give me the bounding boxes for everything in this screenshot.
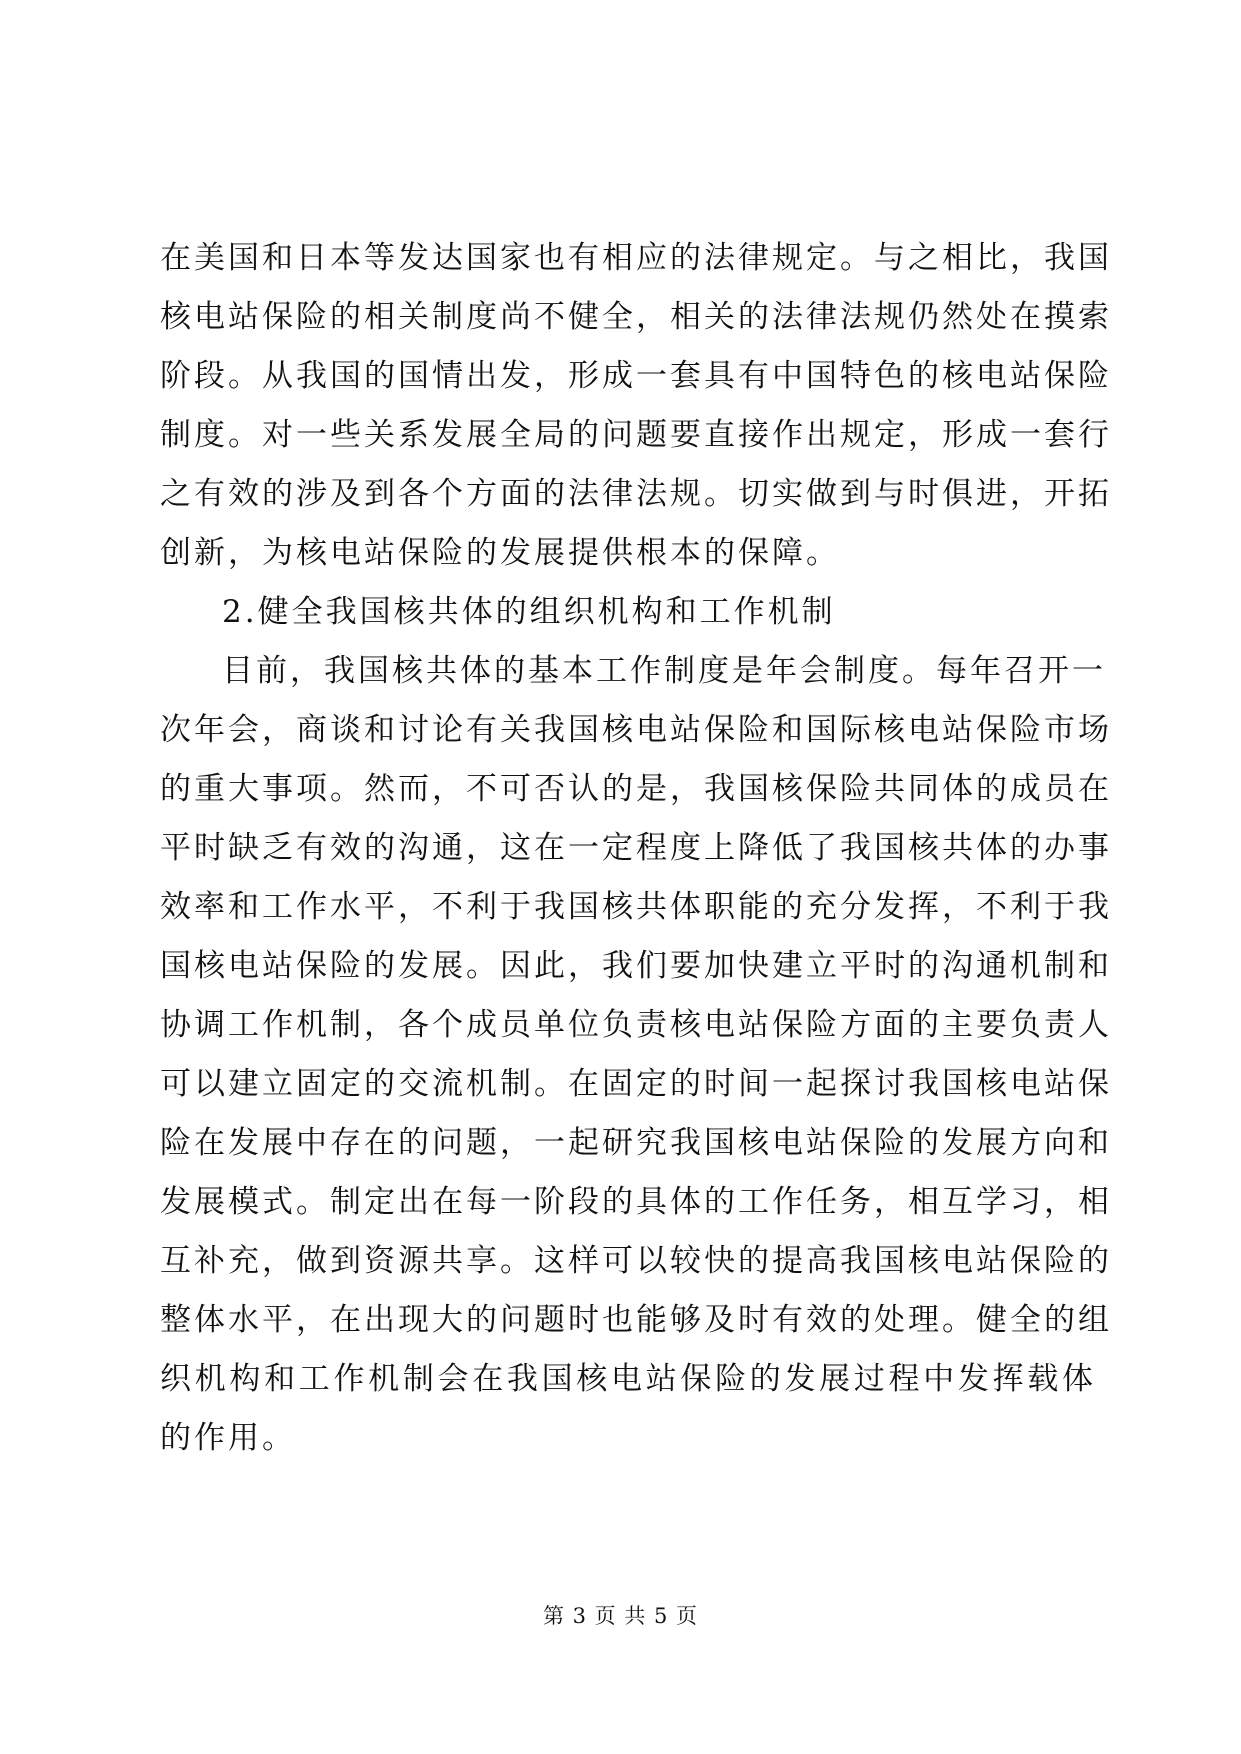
section-heading: 2.健全我国核共体的组织机构和工作机制 [222, 594, 836, 630]
text-line: 阶段。从我国的国情出发，形成一套具有中国特色的核电站保险 [160, 358, 1112, 394]
text-line: 之有效的涉及到各个方面的法律法规。切实做到与时俱进，开拓 [160, 476, 1112, 512]
document-body [160, 229, 1112, 1468]
text-line: 的作用。 [160, 1420, 296, 1456]
page-number-footer: 第 3 页 共 5 页 [542, 1604, 699, 1628]
text-line: 协调工作机制，各个成员单位负责核电站保险方面的主要负责人 [160, 1007, 1112, 1043]
text-line: 创新，为核电站保险的发展提供根本的保障。 [160, 535, 840, 571]
text-line: 可以建立固定的交流机制。在固定的时间一起探讨我国核电站保 [160, 1066, 1112, 1102]
text-line: 平时缺乏有效的沟通，这在一定程度上降低了我国核共体的办事 [160, 830, 1112, 866]
paragraph-organization-mechanism [160, 642, 1112, 1468]
text-line: 织机构和工作机制会在我国核电站保险的发展过程中发挥载体 [160, 1361, 1096, 1397]
text-line: 次年会，商谈和讨论有关我国核电站保险和国际核电站保险市场 [160, 712, 1112, 748]
text-line: 险在发展中存在的问题，一起研究我国核电站保险的发展方向和 [160, 1125, 1112, 1161]
text-line: 核电站保险的相关制度尚不健全，相关的法律法规仍然处在摸索 [160, 299, 1112, 335]
text-line: 效率和工作水平，不利于我国核共体职能的充分发挥，不利于我 [160, 889, 1112, 925]
text-line: 整体水平，在出现大的问题时也能够及时有效的处理。健全的组 [160, 1302, 1112, 1338]
text-line: 制度。对一些关系发展全局的问题要直接作出规定，形成一套行 [160, 417, 1112, 453]
text-line: 发展模式。制定出在每一阶段的具体的工作任务，相互学习，相 [160, 1184, 1112, 1220]
text-line: 互补充，做到资源共享。这样可以较快的提高我国核电站保险的 [160, 1243, 1112, 1279]
text-line: 目前，我国核共体的基本工作制度是年会制度。每年召开一 [222, 653, 1106, 689]
text-line: 国核电站保险的发展。因此，我们要加快建立平时的沟通机制和 [160, 948, 1112, 984]
paragraph-legal-framework [160, 229, 1112, 583]
text-line: 的重大事项。然而，不可否认的是，我国核保险共同体的成员在 [160, 771, 1112, 807]
text-line: 在美国和日本等发达国家也有相应的法律规定。与之相比，我国 [160, 240, 1112, 276]
